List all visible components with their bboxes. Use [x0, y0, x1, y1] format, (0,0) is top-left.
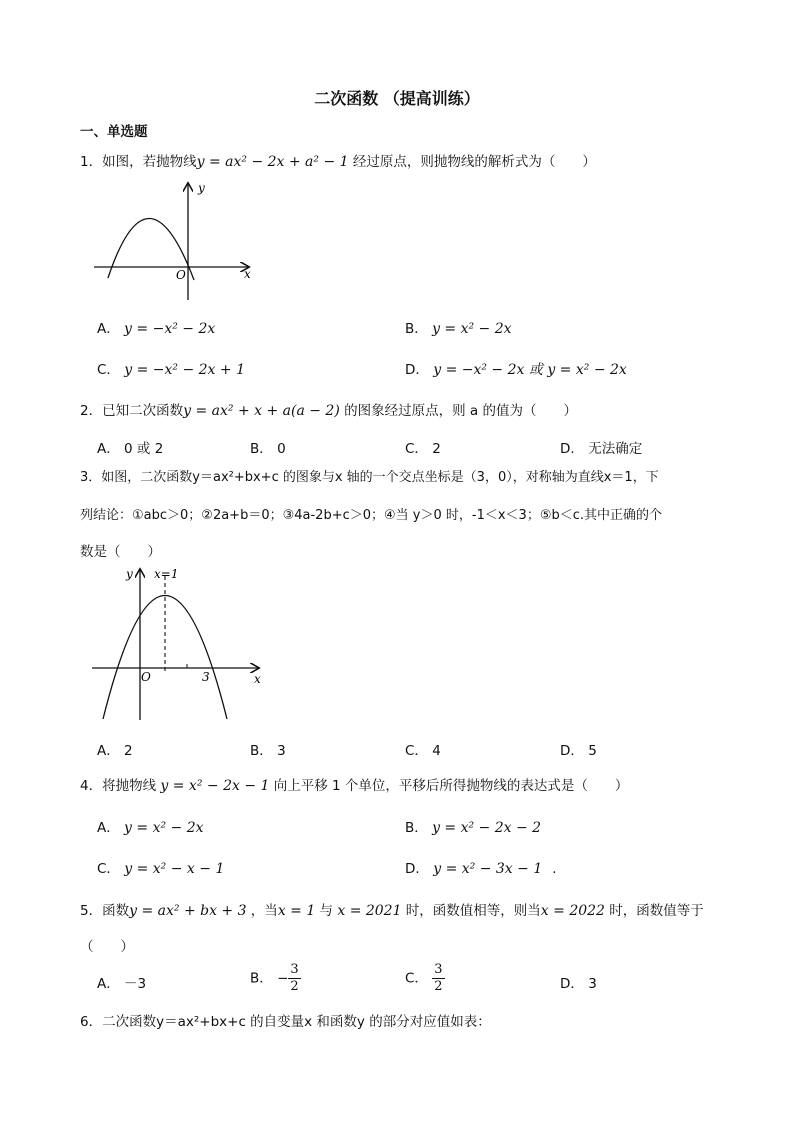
option-text: y = x² − 2x	[124, 820, 204, 836]
question-text: 二次函数y＝ax²+bx+c 的自变量x 和函数y 的部分对应值如表：	[102, 1014, 491, 1030]
option-letter: A．	[97, 441, 120, 457]
tick-label: 3	[202, 670, 210, 684]
option-letter: D．	[405, 362, 429, 378]
question-number: 5．	[80, 903, 103, 919]
y-axis-label: y	[126, 567, 133, 581]
page-title: 二次函数 （提高训练）	[314, 89, 480, 108]
option-letter: B．	[405, 820, 428, 836]
option-letter: B．	[250, 970, 273, 987]
question-5	[80, 899, 704, 919]
question-text: 函数	[102, 903, 130, 919]
option-letter: D．	[560, 441, 584, 457]
question-6	[80, 1010, 491, 1030]
option-letter: A．	[97, 743, 120, 759]
option-text: y = x² − 2x − 2	[432, 820, 542, 836]
q1-option-d[interactable]	[405, 358, 627, 379]
option-text: y = x² − x − 1	[124, 861, 225, 877]
q4-option-b[interactable]	[405, 816, 541, 836]
question-number: 4．	[80, 778, 103, 794]
question-text: 如图，二次函数y＝ax²+bx+c 的图象与x 轴的一个交点坐标是（3，0），对称轴为直线x＝1，下	[101, 470, 659, 485]
option-text: y = −x² − 2x 或 y = x² − 2x	[433, 362, 627, 378]
option-letter: A．	[97, 820, 120, 836]
formula: y = ax² + bx + 3	[129, 903, 247, 919]
formula: x = 2021	[337, 903, 402, 919]
question-text: 将抛物线	[102, 778, 161, 794]
question-2	[80, 399, 577, 419]
option-letter: C．	[97, 362, 120, 378]
option-text: 无法确定	[588, 441, 643, 457]
q5-option-b[interactable]	[250, 962, 301, 995]
q2-option-b[interactable]	[250, 437, 286, 457]
question-text: 时，函数值相等，则当	[401, 903, 541, 919]
option-text: 0 或 2	[124, 441, 164, 457]
y-axis-label: y	[198, 181, 205, 195]
question-text: 如图，若抛物线	[102, 154, 197, 170]
option-text: 3	[277, 743, 286, 759]
trailing-dot: .	[552, 861, 557, 877]
fraction-numerator: 3	[290, 962, 299, 977]
option-text: 2	[432, 441, 441, 457]
q1-option-a[interactable]	[97, 317, 215, 337]
option-letter: D．	[560, 743, 584, 759]
option-text: 2	[124, 743, 133, 759]
question-4	[80, 774, 628, 794]
question-1	[80, 150, 596, 170]
q3-option-a[interactable]	[97, 739, 133, 759]
question-text: 与	[315, 903, 338, 919]
option-letter: C．	[405, 970, 428, 987]
q1-option-c[interactable]	[97, 358, 245, 378]
question-text: 时，函数值等于	[604, 903, 704, 919]
question-text: 已知二次函数	[102, 403, 184, 419]
q5-option-c[interactable]	[405, 962, 445, 995]
option-sign: −	[277, 970, 289, 987]
q2-option-a[interactable]	[97, 437, 163, 457]
q1-option-b[interactable]	[405, 317, 512, 337]
question-3-line-2: 列结论：①abc＞0；②2a+b＝0；③4a-2b+c＞0；④当 y＞0 时，-1＜x＜3；⑤b＜c.其中正确的个	[80, 508, 663, 523]
question-number: 3．	[80, 470, 102, 485]
option-letter: A．	[97, 321, 120, 337]
option-letter: C．	[405, 743, 428, 759]
question-number: 6．	[80, 1014, 103, 1030]
question-3-line-3: 数是（ ）	[80, 544, 161, 560]
option-text: 0	[277, 441, 286, 457]
q3-option-b[interactable]	[250, 739, 286, 759]
x-axis-label: x	[244, 267, 251, 281]
section-heading: 一、单选题	[80, 124, 148, 140]
option-text: 5	[588, 743, 597, 759]
q5-option-d[interactable]	[560, 972, 597, 992]
option-text: y = x² − 3x − 1	[433, 861, 543, 877]
formula: y = ax² + x + a(a − 2)	[183, 403, 340, 419]
fraction-numerator: 3	[434, 962, 443, 977]
fraction-denominator: 2	[434, 979, 443, 994]
formula: x = 2022	[540, 903, 605, 919]
x-axis-label: x	[254, 672, 261, 686]
option-text: 3	[588, 976, 597, 992]
question-text: 向上平移 1 个单位，平移后所得抛物线的表达式是（ ）	[269, 778, 629, 794]
q3-option-c[interactable]	[405, 739, 441, 759]
q2-option-c[interactable]	[405, 437, 441, 457]
option-text: y = −x² − 2x + 1	[124, 362, 245, 378]
option-letter: B．	[405, 321, 428, 337]
fraction-denominator: 2	[290, 979, 299, 994]
question-3-line-1	[80, 466, 659, 485]
q4-option-a[interactable]	[97, 816, 204, 836]
q1-parabola-graph	[90, 178, 260, 303]
q5-option-a[interactable]	[97, 972, 146, 992]
q3-parabola-graph	[90, 562, 270, 722]
question-text: 的图象经过原点，则 a 的值为（ ）	[339, 403, 577, 419]
fraction	[288, 962, 300, 995]
option-letter: B．	[250, 743, 273, 759]
q4-option-c[interactable]	[97, 857, 224, 877]
option-text: y = x² − 2x	[432, 321, 512, 337]
option-letter: B．	[250, 441, 273, 457]
question-text: 经过原点，则抛物线的解析式为（ ）	[348, 154, 596, 170]
option-letter: D．	[405, 861, 429, 877]
q2-option-d[interactable]	[560, 437, 642, 457]
option-letter: C．	[405, 441, 428, 457]
question-number: 2．	[80, 403, 103, 419]
q4-option-d[interactable]	[405, 857, 557, 877]
origin-label: O	[176, 268, 186, 282]
option-letter: D．	[560, 976, 584, 992]
origin-label: O	[141, 670, 151, 684]
question-text: ，当	[246, 903, 278, 919]
formula: y = ax² − 2x + a² − 1	[196, 154, 349, 170]
option-text: 4	[432, 743, 441, 759]
option-letter: A．	[97, 976, 120, 992]
option-letter: C．	[97, 861, 120, 877]
question-number: 1．	[80, 154, 103, 170]
formula: y = x² − 2x − 1	[160, 778, 270, 794]
fraction	[432, 962, 444, 995]
formula: x = 1	[277, 903, 316, 919]
symmetry-axis-label: x=1	[154, 567, 179, 581]
question-5-line-2: （ ）	[80, 939, 134, 955]
option-text: －3	[124, 976, 147, 992]
q3-option-d[interactable]	[560, 739, 597, 759]
option-text: y = −x² − 2x	[124, 321, 216, 337]
